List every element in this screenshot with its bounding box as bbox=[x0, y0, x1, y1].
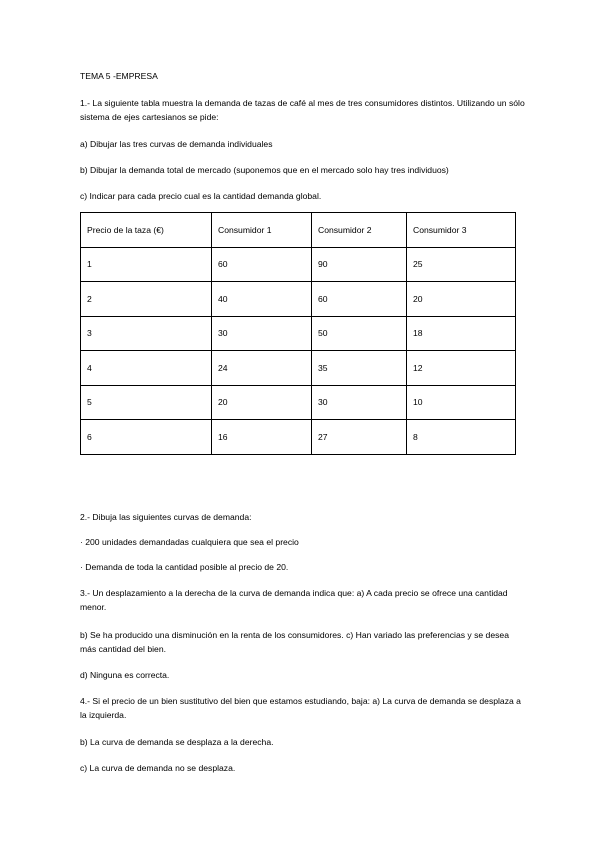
header-cell-price: Precio de la taza (€) bbox=[81, 213, 212, 248]
table-cell: 27 bbox=[312, 420, 407, 455]
table-cell: 40 bbox=[212, 282, 312, 317]
table-cell: 24 bbox=[212, 351, 312, 386]
table-cell: 60 bbox=[312, 282, 407, 317]
question-4-item-c: c) La curva de demanda no se desplaza. bbox=[80, 763, 236, 773]
table-cell: 3 bbox=[81, 316, 212, 351]
table-cell: 8 bbox=[407, 420, 516, 455]
table-row bbox=[81, 351, 516, 386]
question-3-items-b-c: b) Se ha producido una disminución en la renta de los consumidores. c) Han variado las preferencias y se desea más cantidad del bien. bbox=[80, 630, 509, 654]
question-1-item-b: b) Dibujar la demanda total de mercado (suponemos que en el mercado solo hay tres individuos) bbox=[80, 165, 449, 175]
table-row bbox=[81, 385, 516, 420]
table-cell: 20 bbox=[407, 282, 516, 317]
table-cell: 6 bbox=[81, 420, 212, 455]
table-cell: 20 bbox=[212, 385, 312, 420]
demand-table bbox=[80, 212, 516, 455]
question-3-item-d: d) Ninguna es correcta. bbox=[80, 670, 170, 680]
table-cell: 4 bbox=[81, 351, 212, 386]
table-row bbox=[81, 316, 516, 351]
table-header-row bbox=[81, 213, 516, 248]
table-cell: 30 bbox=[212, 316, 312, 351]
table-cell: 60 bbox=[212, 247, 312, 282]
table-cell: 30 bbox=[312, 385, 407, 420]
table-cell: 25 bbox=[407, 247, 516, 282]
table-cell: 2 bbox=[81, 282, 212, 317]
table-cell: 16 bbox=[212, 420, 312, 455]
table-cell: 5 bbox=[81, 385, 212, 420]
question-1-item-a: a) Dibujar las tres curvas de demanda individuales bbox=[80, 139, 273, 149]
question-2-item-2: · Demanda de toda la cantidad posible al precio de 20. bbox=[80, 562, 289, 572]
table-cell: 50 bbox=[312, 316, 407, 351]
table-cell: 35 bbox=[312, 351, 407, 386]
page-title: TEMA 5 -EMPRESA bbox=[80, 71, 158, 81]
header-cell-consumer-2: Consumidor 2 bbox=[312, 213, 407, 248]
question-2-item-1: · 200 unidades demandadas cualquiera que sea el precio bbox=[80, 537, 299, 547]
question-2-intro: 2.- Dibuja las siguientes curvas de demanda: bbox=[80, 512, 252, 522]
table-cell: 90 bbox=[312, 247, 407, 282]
question-4-item-b: b) La curva de demanda se desplaza a la derecha. bbox=[80, 737, 274, 747]
table-cell: 12 bbox=[407, 351, 516, 386]
header-cell-consumer-3: Consumidor 3 bbox=[407, 213, 516, 248]
table-cell: 1 bbox=[81, 247, 212, 282]
table-row bbox=[81, 247, 516, 282]
question-1-item-c: c) Indicar para cada precio cual es la cantidad demanda global. bbox=[80, 191, 322, 201]
question-1-intro: 1.- La siguiente tabla muestra la demanda de tazas de café al mes de tres consumidores distintos. Utilizando un sólo sistema de ejes cartesianos se pide: bbox=[80, 98, 525, 122]
question-4-intro: 4.- Si el precio de un bien sustitutivo del bien que estamos estudiando, baja: a) La curva de demanda se desplaza a la izquierda. bbox=[80, 696, 521, 720]
table-row bbox=[81, 420, 516, 455]
header-cell-consumer-1: Consumidor 1 bbox=[212, 213, 312, 248]
table-cell: 10 bbox=[407, 385, 516, 420]
table-row bbox=[81, 282, 516, 317]
table-cell: 18 bbox=[407, 316, 516, 351]
question-3-intro: 3.- Un desplazamiento a la derecha de la curva de demanda indica que: a) A cada precio se ofrece una cantidad menor. bbox=[80, 588, 508, 612]
